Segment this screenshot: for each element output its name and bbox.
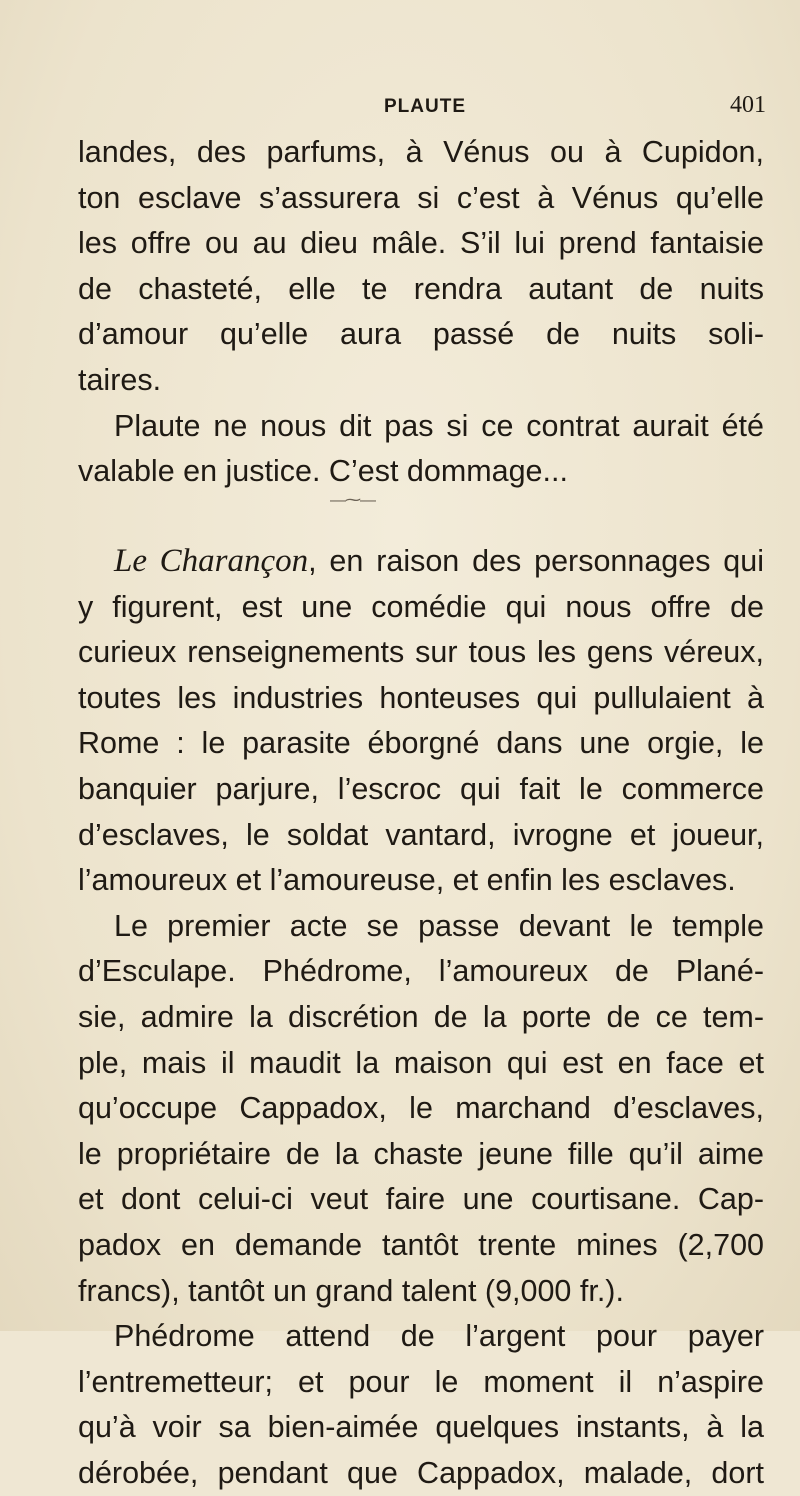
text-block-lower	[78, 539, 764, 1496]
text-line: taires.	[78, 362, 162, 397]
text-line-with-title	[78, 539, 764, 585]
text-line: ple, mais il maudit la maison qui est en face et	[78, 1045, 764, 1080]
text-line: dérobée, pendant que Cappadox, malade, dort	[78, 1455, 764, 1490]
text-line: padox en demande tantôt trente mines (2,700	[78, 1227, 764, 1262]
text-line: banquier parjure, l’escroc qui fait le commerce	[78, 771, 764, 806]
page-number: 401	[730, 92, 766, 118]
text-line: Rome : le parasite éborgné dans une orgie, le	[78, 726, 764, 761]
text-line: d’amour qu’elle aura passé de nuits soli-	[78, 317, 764, 352]
text-line: toutes les industries honteuses qui pullulaient à	[78, 680, 764, 715]
text-line: d’Esculape. Phédrome, l’amoureux de Plané-	[78, 954, 764, 989]
play-title: Le Charançon	[114, 543, 309, 579]
text-line: qu’à voir sa bien-aimée quelques instants, à la	[78, 1410, 764, 1445]
text-line: landes, des parfums, à Vénus ou à Cupidon,	[78, 135, 764, 169]
text-line: et dont celui-ci veut faire une courtisane. Cap-	[78, 1182, 764, 1217]
text-line: valable en justice. C’est dommage...	[78, 454, 568, 489]
text-line: Phédrome attend de l’argent pour payer	[114, 1319, 764, 1354]
text-fragment: , en raison des personnages qui	[308, 544, 765, 578]
section-ornament: —⁓—	[330, 492, 375, 509]
text-line: ton esclave s’assurera si c’est à Vénus qu’elle	[78, 180, 764, 215]
text-line: de chasteté, elle te rendra autant de nuits	[78, 271, 764, 306]
page-header	[78, 92, 772, 122]
text-line: curieux renseignements sur tous les gens véreux,	[78, 635, 764, 670]
text-line: les offre ou au dieu mâle. S’il lui prend fantaisie	[78, 226, 764, 261]
text-line: sie, admire la discrétion de la porte de ce tem-	[78, 999, 764, 1034]
text-line: y figurent, est une comédie qui nous offre de	[78, 589, 764, 624]
running-title: PLAUTE	[384, 96, 466, 117]
text-line: l’amoureux et l’amoureuse, et enfin les esclaves.	[78, 863, 736, 898]
text-line: francs), tantôt un grand talent (9,000 fr.).	[78, 1273, 624, 1308]
text-block-upper	[78, 130, 764, 495]
text-line: l’entremetteur; et pour le moment il n’aspire	[78, 1364, 764, 1399]
text-line: Le premier acte se passe devant le temple	[114, 908, 764, 943]
text-line: qu’occupe Cappadox, le marchand d’esclaves,	[78, 1091, 764, 1126]
text-line: le propriétaire de la chaste jeune fille qu’il aime	[78, 1136, 764, 1171]
text-line: Plaute ne nous dit pas si ce contrat aurait été	[114, 408, 764, 443]
text-line: d’esclaves, le soldat vantard, ivrogne et joueur,	[78, 817, 764, 852]
